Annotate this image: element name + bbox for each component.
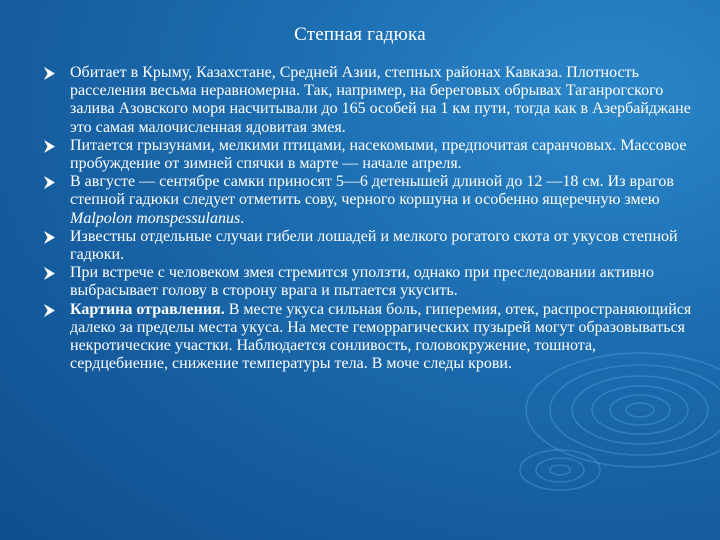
bullet-heading: Картина отравления. [70, 300, 225, 318]
bullet-item [44, 64, 694, 137]
bullet-item [44, 301, 694, 374]
bullet-text: Питается грызунами, мелкими птицами, насекомыми, предпочитая саранчовых. Массовое пробуждение от зимней спячки в марте — начале апреля. [70, 136, 687, 173]
bullet-list [44, 64, 694, 373]
arrowhead-bullet-icon [44, 140, 55, 153]
bullet-item [44, 264, 694, 300]
species-name: Malpolon monspessulanus [70, 209, 241, 227]
slide-title: Степная гадюка [294, 24, 426, 45]
arrowhead-bullet-icon [44, 304, 55, 317]
arrowhead-bullet-icon [44, 176, 55, 189]
bullet-text: Известны отдельные случаи гибели лошадей и мелкого рогатого скота от укусов степной гадюки. [70, 227, 678, 264]
bullet-item [44, 173, 694, 228]
bullet-text: При встрече с человеком змея стремится уползти, однако при преследовании активно выбрасывает голову в сторону врага и пытается укусить. [70, 264, 654, 300]
arrowhead-bullet-icon [44, 67, 55, 80]
arrowhead-bullet-icon [44, 267, 55, 280]
bullet-text: В августе — сентябре самки приносят 5—6 детенышей длиной до 12 —18 см. Из врагов степной гадюки следует отметить сову, черного коршуна и особенно ящеречную змею [70, 173, 674, 209]
bullet-text-end: . [240, 209, 245, 227]
bullet-text: Обитает в Крыму, Казахстане, Средней Азии, степных районах Кавказа. Плотность расселения весьма неравномерна. Так, например, на береговых обрывах Таганрогского залива Азовского моря насчитывали до 165 особей на 1 км пути, тогда как в Азербайджане это самая малочисленная ядовитая змея. [70, 64, 691, 136]
bullet-text: В месте укуса сильная боль, гиперемия, отек, распространяющийся далеко за пределы места укуса. На месте геморрагических пузырей могут образовываться некротические участки. Наблюдается сонливость, головокружение, тошнота, сердцебиение, снижение температуры тела. В моче следы крови. [70, 300, 692, 373]
bullet-item [44, 228, 694, 264]
arrowhead-bullet-icon [44, 231, 55, 244]
bullet-item [44, 137, 694, 173]
